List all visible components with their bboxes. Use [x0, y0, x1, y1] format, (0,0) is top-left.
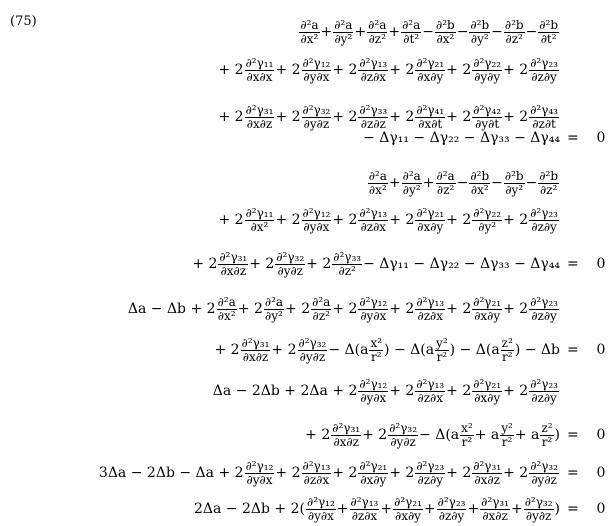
equation-expression: 3Δa − 2Δb − Δa + 2 $\frac{\text{∂²γ₁₂}}{\partial y\partial x}$ + 2 $\frac{\text{∂²γ₁₃}}{\partial z\partial x}$ + 2 $\frac{\text{∂²γ₂₁}}{\partial x\partial y}$ + 2 $\frac{\text{∂²γ₂₃}}{\partial z\partial y}$ + 2 $\frac{\text{∂²γ₃₁}}{\partial x\partial z}$ + 2 $\frac{\text{∂²γ₃₂}}{\partial y\partial z}$: [98, 458, 558, 487]
equation-expression: Δa − Δb + 2 $\frac{\text{∂²a}}{\text{∂x²}}$ + 2 $\frac{\text{∂²a}}{\text{∂y²}}$ + 2 $\frac{\text{∂²a}}{\text{∂z²}}$ + 2 $\frac{\text{∂²γ₁₂}}{\partial y\partial x}$ + 2 $\frac{\text{∂²γ₁₃}}{\partial z\partial x}$ + 2 $\frac{\text{∂²γ₂₁}}{\partial x\partial y}$ + 2 $\frac{\text{∂²γ₂₃}}{\partial z\partial y}$: [127, 294, 558, 323]
equation-number: (75): [10, 14, 37, 29]
equation-line: [0, 245, 610, 283]
equation-expression: + 2 $\frac{\text{∂²γ₃₁}}{\partial x\partial z}$ + 2 $\frac{\text{∂²γ₃₂}}{\partial y\partial z}$ − Δ(a $\frac{\text{x²}}{\text{r²}}$ ) − Δ(a $\frac{\text{y²}}{\text{r²}}$ ) − Δ(a $\frac{\text{z²}}{\text{r²}}$ ) − Δb: [214, 335, 560, 364]
equation-rhs: = 0: [567, 427, 606, 443]
equation-line: [0, 200, 610, 240]
equation-expression: − Δγ₁₁ − Δγ₂₂ − Δγ₃₃ − Δγ₄₄: [363, 130, 560, 146]
equation-rhs: = 0: [567, 342, 606, 358]
equation-rhs: = 0: [567, 256, 606, 272]
equation-line: [0, 415, 610, 455]
equation-line: [0, 165, 610, 201]
equation-rhs: = 0: [567, 501, 606, 517]
equation-expression: + 2 $\frac{\text{∂²γ₃₁}}{\partial x\partial z}$ + 2 $\frac{\text{∂²γ₃₂}}{\partial y\partial z}$ + 2 $\frac{\text{∂²γ₃₃}}{\partial z\partial z}$ + 2 $\frac{\text{∂²γ₄₁}}{\partial x\partial t}$ + 2 $\frac{\text{∂²γ₄₂}}{\partial y\partial t}$ + 2 $\frac{\text{∂²γ₄₃}}{\partial z\partial t}$: [218, 102, 558, 131]
equation-line: [0, 50, 610, 90]
equation-expression: + 2 $\frac{\text{∂²γ₁₁}}{\partial x\partial x}$ + 2 $\frac{\text{∂²γ₁₂}}{\partial y\partial x}$ + 2 $\frac{\text{∂²γ₁₃}}{\partial z\partial x}$ + 2 $\frac{\text{∂²γ₂₁}}{\partial x\partial y}$ + 2 $\frac{\text{∂²γ₂₂}}{\partial y\partial y}$ + 2 $\frac{\text{∂²γ₂₃}}{\partial z\partial y}$: [218, 55, 558, 84]
equation-line: [0, 14, 610, 50]
equation-expression: + 2 $\frac{\text{∂²γ₃₁}}{\partial x\partial z}$ + 2 $\frac{\text{∂²γ₃₂}}{\partial y\partial z}$ − Δ(a $\frac{\text{x²}}{\text{r²}}$ + a $\frac{\text{y²}}{\text{r²}}$ + a $\frac{\text{z²}}{\text{r²}}$ ): [305, 420, 560, 449]
equation-expression: $\frac{\text{∂²a}}{\text{∂x²}}$ + $\frac{\text{∂²a}}{\text{∂y²}}$ + $\frac{\text{∂²a}}{\text{∂z²}}$ + $\frac{\text{∂²a}}{\text{∂t²}}$ − $\frac{\text{∂²b}}{\text{∂x²}}$ − $\frac{\text{∂²b}}{\text{∂y²}}$ − $\frac{\text{∂²b}}{\text{∂z²}}$ − $\frac{\text{∂²b}}{\text{∂t²}}$: [300, 17, 558, 46]
equation-line: [0, 455, 610, 491]
equation-line: [0, 128, 610, 148]
equation-expression: $\frac{\text{∂²a}}{\text{∂x²}}$ + $\frac{\text{∂²a}}{\text{∂y²}}$ + $\frac{\text{∂²a}}{\text{∂z²}}$ − $\frac{\text{∂²b}}{\text{∂x²}}$ − $\frac{\text{∂²b}}{\text{∂y²}}$ − $\frac{\text{∂²b}}{\text{∂z²}}$: [368, 168, 558, 197]
equation-expression: + 2 $\frac{\text{∂²γ₃₁}}{\partial x\partial z}$ + 2 $\frac{\text{∂²γ₃₂}}{\partial y\partial z}$ + 2 $\frac{\text{∂²γ₃₃}}{\text{∂z²}}$ − Δγ₁₁ − Δγ₂₂ − Δγ₃₃ − Δγ₄₄: [192, 249, 560, 278]
equation-line: [0, 372, 610, 410]
equation-rhs: = 0: [567, 465, 606, 481]
equation-line: [0, 290, 610, 328]
equation-line: [0, 330, 610, 370]
equation-expression: 2Δa − 2Δb + 2( $\frac{\text{∂²γ₁₂}}{\partial y\partial x}$ + $\frac{\text{∂²γ₁₃}}{\partial z\partial x}$ + $\frac{\text{∂²γ₂₁}}{\partial x\partial y}$ + $\frac{\text{∂²γ₂₃}}{\partial z\partial y}$ + $\frac{\text{∂²γ₃₁}}{\partial x\partial z}$ + $\frac{\text{∂²γ₃₂}}{\partial y\partial z}$ ): [193, 494, 560, 523]
equation-rhs: = 0: [567, 130, 606, 146]
equation-expression: + 2 $\frac{\text{∂²γ₁₁}}{\text{∂x²}}$ + 2 $\frac{\text{∂²γ₁₂}}{\partial y\partial x}$ + 2 $\frac{\text{∂²γ₁₃}}{\partial z\partial x}$ + 2 $\frac{\text{∂²γ₂₁}}{\partial x\partial y}$ + 2 $\frac{\text{∂²γ₂₂}}{\text{∂y²}}$ + 2 $\frac{\text{∂²γ₂₃}}{\partial z\partial y}$: [218, 205, 558, 234]
equation-line: [0, 492, 610, 526]
equation-expression: Δa − 2Δb + 2Δa + 2 $\frac{\text{∂²γ₁₂}}{\partial y\partial x}$ + 2 $\frac{\text{∂²γ₁₃}}{\partial z\partial x}$ + 2 $\frac{\text{∂²γ₂₁}}{\partial x\partial y}$ + 2 $\frac{\text{∂²γ₂₃}}{\partial z\partial y}$: [212, 376, 558, 405]
